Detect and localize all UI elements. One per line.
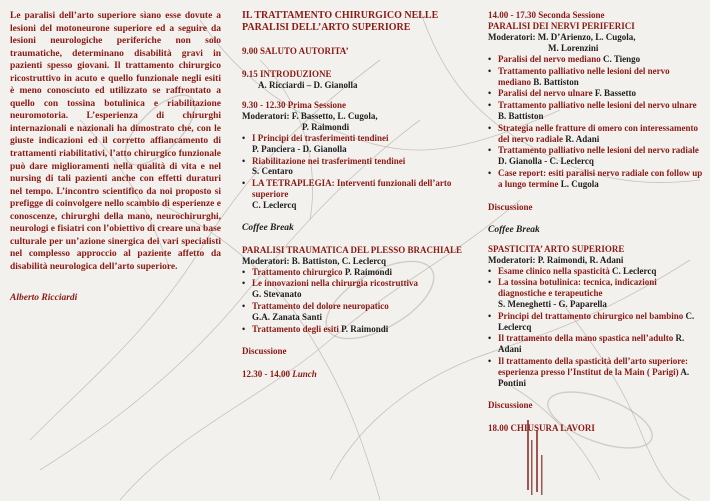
session1-moderators-cont: P. Raimondi <box>302 122 350 132</box>
talk-item <box>242 178 468 210</box>
talk-item <box>488 145 703 167</box>
introduzione-time: 9.15 INTRODUZIONE <box>242 69 332 79</box>
talk-title: • Le innovazioni nella chirurgia ricostruttiva <box>252 278 418 289</box>
talk-speaker: C. Tiengo <box>603 54 641 64</box>
talk-item <box>242 156 468 178</box>
talk-title: Paralisi del nervo ulnare <box>498 88 593 99</box>
talk-speaker: G.A. Zanata Santi <box>252 311 323 322</box>
program-title: IL TRATTAMENTO CHIRURGICO NELLE PARALISI DELL’ARTO SUPERIORE <box>242 10 439 33</box>
lunch-time: 12.30 - 14.00 <box>242 369 290 380</box>
session1-heading: 9.30 - 12.30 Prima Sessione <box>242 100 346 110</box>
talk-speaker: C. Leclercq <box>252 199 297 210</box>
talk-title: Trattamento degli esiti <box>252 323 339 334</box>
talk-title: • Riabilitazione nei trasferimenti tendinei <box>252 155 406 166</box>
talk-item <box>488 123 703 145</box>
signature: Alberto Ricciardi <box>10 293 78 304</box>
talk-item <box>488 88 703 99</box>
talk-item <box>242 301 468 323</box>
talk-title: Trattamento chirurgico <box>252 266 343 277</box>
discussione-afternoon-1: Discussione <box>488 201 533 212</box>
discussione-morning: Discussione <box>242 346 287 357</box>
spasticita-talk-list <box>488 266 703 389</box>
talk-title: • La tossina botulinica: tecnica, indicazioni diagnostiche e terapeutiche <box>498 277 657 299</box>
talk-speaker: A. Pontini <box>498 366 690 388</box>
talk-title: Trattamento palliativo nelle lesioni del nervo radiale <box>498 145 699 156</box>
block2-title: PARALISI TRAUMATICA DEL PLESSO BRACHIALE <box>242 244 463 255</box>
talk-speaker: P. Panciera - D. Gianolla <box>252 143 347 154</box>
talk-item <box>242 267 468 278</box>
introduzione-speakers: A. Ricciardi – D. Gianolla <box>258 80 358 90</box>
talk-speaker: C. Leclercq <box>498 310 695 332</box>
talk-title: • Trattamento del dolore neuropatico <box>252 300 389 311</box>
session2-heading: 14.00 - 17.30 Seconda Sessione <box>488 10 605 20</box>
talk-title: Principi del trattamento chirurgico nel bambino <box>498 310 684 321</box>
coffee-break-afternoon: Coffee Break <box>488 224 540 235</box>
talk-title: Trattamento palliativo nelle lesioni del nervo mediano <box>498 65 670 87</box>
talk-speaker: P. Raimondi <box>344 266 392 277</box>
talk-speaker: B. Battiston <box>533 76 579 87</box>
lunch-line <box>242 369 468 380</box>
session2-moderators: Moderatori: M. D’Arienzo, L. Cugola, <box>488 32 636 42</box>
spasticita-title: SPASTICITA’ ARTO SUPERIORE <box>488 243 625 254</box>
session2-moderators-cont: M. Lorenzini <box>548 43 599 53</box>
talk-title: • LA TETRAPLEGIA: Interventi funzionali dell’arto superiore <box>252 178 452 199</box>
talk-item <box>488 100 703 122</box>
talk-title: Case report: esiti paralisi nervo radiale con follow up a lungo termine <box>498 167 703 189</box>
talk-speaker: B. Battiston <box>498 110 544 121</box>
talk-item <box>242 324 468 335</box>
talk-speaker: S. Meneghetti - G. Paparella <box>498 298 607 309</box>
talk-speaker: F. Bassetto <box>594 88 637 99</box>
lunch-label: Lunch <box>292 369 317 380</box>
talk-item <box>488 333 703 355</box>
block2-talk-list <box>242 267 468 335</box>
session1-talk-list <box>242 133 468 211</box>
coffee-break-morning: Coffee Break <box>242 222 294 233</box>
talk-item <box>488 311 703 333</box>
talk-title: Paralisi del nervo mediano <box>498 54 601 64</box>
saluto-autorita: 9.00 SALUTO AUTORITA’ <box>242 46 349 56</box>
talk-speaker: P. Raimondi <box>341 323 389 334</box>
intro-column <box>10 10 221 303</box>
chiusura-lavori: 18.00 CHIUSURA LAVORI <box>488 423 595 434</box>
program-morning-column <box>242 10 468 380</box>
talk-speaker: S. Centaro <box>252 166 293 177</box>
spasticita-moderators: Moderatori: P. Raimondi, R. Adani <box>488 254 624 265</box>
talk-title: Trattamento palliativo nelle lesioni del nervo ulnare <box>498 100 697 111</box>
discussione-afternoon-2: Discussione <box>488 400 533 411</box>
talk-speaker: L. Cugola <box>560 178 599 189</box>
talk-title: Strategia nelle fratture di omero con interessamento del nervo radiale <box>498 122 698 144</box>
talk-title: Esame clinico nella spasticità <box>498 265 610 276</box>
talk-item <box>242 278 468 300</box>
program-afternoon-column <box>488 10 703 434</box>
block2-moderators: Moderatori: B. Battiston, C. Leclercq <box>242 255 387 266</box>
talk-item <box>242 133 468 155</box>
session1-moderators: Moderatori: F. Bassetto, L. Cugola, <box>242 111 378 121</box>
talk-item <box>488 54 703 65</box>
talk-item <box>488 266 703 277</box>
intro-text: Le paralisi dell’arto superiore sìano esse dovute a lesioni del motoneurone superiore ed a seguire da lesioni neurologiche periferiche non solo traumatiche, determinano disabilità gravi in pazienti spesso giovani. Il trattamento chirurgico ricostruttivo in acuto e quello funzionale negli esiti è meno conosciuto ed utilizzato se raffrontato a quello con tossina botulinica e riabilitazione neuromotoria. L’esperienza di chirurghi internazionali e nazionali ha dimostrato che, con le giuste indicazioni ed il corretto affiancamento di trattamenti riabilitativi, l’atto chirurgico funzionale può dare miglioramenti nella qualità di vita e nel nursing di tali pazienti anche con effetti duraturi nel tempo. L’incontro scientifico da noi proposto si prefigge di coinvolgere nello scambio di esperienze e conoscenze, chirurghi della mano, neurochirurghi, neurologi e fisiatri con l’obiettivo di creare una base culturale per un’azione sinergica dei vari specialisti nel complesso approccio al paziente affetto da disabilità neurologica dell’arto superiore. <box>10 11 221 272</box>
talk-item <box>488 66 703 88</box>
talk-item <box>488 277 703 309</box>
talk-title: Il trattamento della mano spastica nell’adulto <box>498 333 674 344</box>
talk-speaker: G. Stevanato <box>252 289 302 300</box>
talk-title: • I Principi dei trasferimenti tendinei <box>252 133 389 143</box>
talk-speaker: R. Adani <box>565 133 600 144</box>
talk-speaker: D. Gianolla - C. Leclercq <box>498 156 594 167</box>
session2-title: PARALISI DEI NERVI PERIFERICI <box>488 21 635 31</box>
talk-title: Il trattamento della spasticità dell’arto superiore: esperienza presso l’Institut de la Main ( Parigi) <box>498 355 689 377</box>
talk-item <box>488 356 703 388</box>
talk-speaker: R. Adani <box>498 333 685 355</box>
talk-item <box>488 168 703 190</box>
session2-talk-list <box>488 54 703 190</box>
talk-speaker: C. Leclercq <box>612 265 657 276</box>
